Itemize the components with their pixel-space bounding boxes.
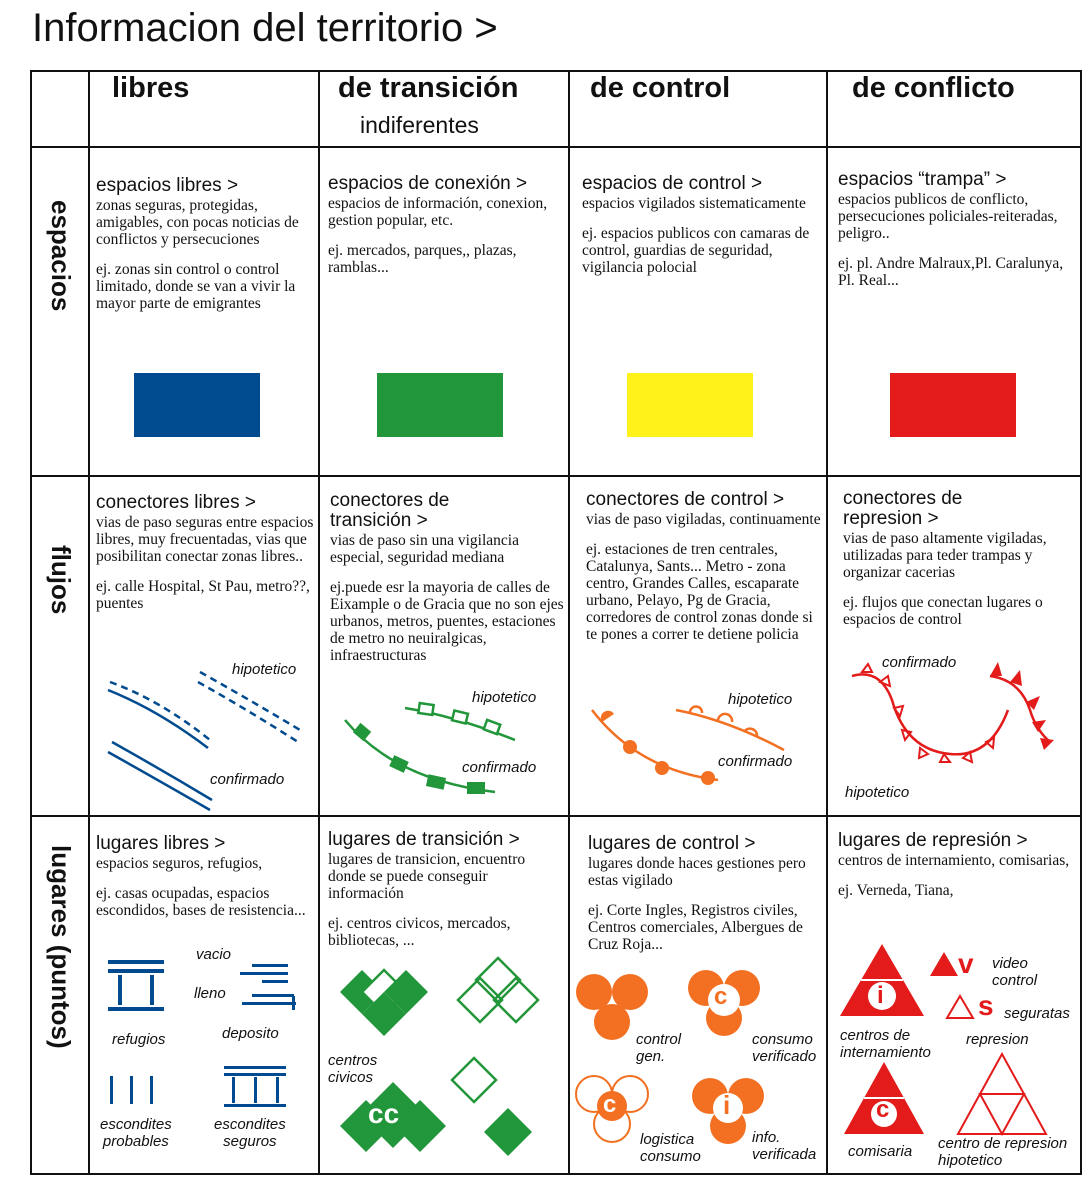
grid-line-col4 [826, 70, 828, 1175]
cell-example: ej. zonas sin control o control limitado, donde se van a vivir la mayor parte de emigrantes [96, 261, 296, 312]
grid-line-col1 [88, 70, 90, 1175]
swatch-transicion [377, 373, 503, 437]
label-confirmado-transicion: confirmado [462, 759, 537, 776]
cell-body: espacios vigilados sistematicamente [582, 195, 806, 212]
centro-internamiento-symbol [838, 942, 938, 1022]
cell-example: ej. estaciones de tren centrales, Catalunya, Sants... Metro - zona centro, Grandes Calles, escaparate urbano, Pelayo, Pg de Gracia, corredores de control zonas donde si te pones a correr te detiene policia [586, 541, 813, 643]
label-video-control: video control [992, 955, 1038, 989]
cell-example: ej. calle Hospital, St Pau, metro??, puentes [96, 578, 310, 612]
transicion-small-filled-symbol [484, 1106, 544, 1166]
cell-body: zonas seguras, protegidas, amigables, con pocas noticias de conflictos y persecuciones [96, 197, 299, 248]
escondite-probable-symbol [110, 1074, 170, 1114]
centro-represion-hipotetico-symbol [956, 1052, 1056, 1142]
cell-body: lugares donde haces gestiones pero estas vigilado [588, 855, 806, 889]
col-header-transicion: de transición [338, 72, 519, 104]
label-comisaria: comisaria [848, 1143, 913, 1160]
cell-flujos-libres [96, 493, 314, 612]
label-lleno: lleno [194, 985, 226, 1002]
seguratas-letter: s [978, 990, 994, 1021]
label-represion: represion [966, 1031, 1029, 1048]
label-hipotetico-control: hipotetico [728, 691, 793, 708]
grid-line-col3 [568, 70, 570, 1175]
col-header-libres: libres [112, 72, 190, 104]
cell-title: conectores de represion > [843, 488, 963, 529]
cell-title: lugares de control > [588, 833, 756, 854]
consumo-verificado-letter: c [714, 983, 728, 1010]
cell-flujos-conflicto [843, 489, 1079, 628]
label-control-gen: control gen. [636, 1031, 682, 1065]
label-centro-represion-hipotetico: centro de represion hipotetico [938, 1135, 1068, 1169]
page-title: Informacion del territorio > [32, 6, 498, 50]
cell-example: ej. mercados, parques,, plazas, ramblas... [328, 242, 517, 276]
cell-title: espacios libres > [96, 175, 239, 196]
cell-example: ej. espacios publicos con camaras de control, guardias de seguridad, vigilancia polocial [582, 225, 810, 276]
cell-lugares-conflicto [838, 831, 1078, 899]
label-escondites-probables: escondites probables [100, 1116, 172, 1150]
transicion-open-symbol [450, 968, 560, 1048]
label-escondites-seguros: escondites seguros [214, 1116, 286, 1150]
info-verificada-letter: i [723, 1090, 731, 1120]
grid-line-bottom [30, 1173, 1082, 1175]
cell-lugares-transicion [328, 830, 562, 949]
col-header-conflicto: de conflicto [852, 72, 1015, 104]
cell-example: ej. casas ocupadas, espacios escondidos, bases de resistencia... [96, 885, 306, 919]
cell-flujos-control [586, 490, 822, 643]
grid-line-left [30, 70, 32, 1175]
row-label-lugares: lugares (puntos) [46, 845, 76, 1049]
centro-internamiento-letter: i [877, 982, 884, 1009]
label-hipotetico-libres: hipotetico [232, 661, 297, 678]
comisaria-symbol [842, 1060, 942, 1140]
label-confirmado-conflicto: confirmado [882, 654, 957, 671]
label-centros-internamiento: centros de internamiento [840, 1027, 931, 1061]
label-vacio: vacio [196, 946, 232, 963]
cell-body: lugares de transicion, encuentro donde se puede conseguir información [328, 851, 526, 902]
transicion-small-open-symbol [450, 1056, 510, 1106]
logistica-letter: c [603, 1091, 617, 1118]
cell-body: espacios publicos de conflicto, persecuciones policiales-reiteradas, peligro.. [838, 191, 1058, 242]
swatch-control [627, 373, 753, 437]
cell-lugares-control [588, 834, 822, 953]
cell-example: ej.puede esr la mayoria de calles de Eixample o de Gracia que no son ejes urbanos, metros, puentes, estaciones de metro no neuiralgicas, infraestructuras [330, 579, 564, 664]
cell-title: lugares libres > [96, 833, 226, 854]
swatch-conflicto [890, 373, 1016, 437]
cell-espacios-transicion [328, 174, 564, 276]
col-subheader-indiferentes: indiferentes [360, 112, 479, 138]
label-deposito: deposito [222, 1025, 279, 1042]
row-label-espacios: espacios [46, 200, 76, 312]
cell-title: espacios de control > [582, 173, 763, 194]
col-header-control: de control [590, 72, 731, 104]
cell-example: ej. Corte Ingles, Registros civiles, Centros comerciales, Albergues de Cruz Roja... [588, 902, 803, 953]
cell-example: ej. centros civicos, mercados, bibliotecas, ... [328, 915, 511, 949]
cell-espacios-control [582, 174, 822, 276]
cell-title: espacios de conexión > [328, 173, 528, 194]
grid-line-row1 [30, 475, 1082, 477]
label-refugios: refugios [112, 1031, 166, 1048]
label-hipotetico-conflicto: hipotetico [845, 784, 910, 801]
label-hipotetico-transicion: hipotetico [472, 689, 537, 706]
cell-body: vias de paso altamente vigiladas, utilizadas para teder trampas y organizar cacerias [843, 530, 1047, 581]
refugio-symbol [108, 960, 178, 1020]
grid-line-col2 [318, 70, 320, 1175]
cell-body: espacios de información, conexion, gestion popular, etc. [328, 195, 548, 229]
label-confirmado-libres: confirmado [210, 771, 285, 788]
label-centros-civicos: centros civicos [328, 1052, 378, 1086]
video-control-letter: v [958, 948, 974, 979]
label-confirmado-control: confirmado [718, 753, 793, 770]
row-label-flujos: flujos [46, 545, 76, 615]
cell-body: espacios seguros, refugios, [96, 855, 263, 872]
flow-libres-graphic [100, 660, 320, 820]
escondite-seguro-symbol [224, 1066, 294, 1110]
label-seguratas: seguratas [1004, 1005, 1070, 1022]
cell-title: conectores libres > [96, 492, 256, 513]
label-info-verificada: info. verificada [752, 1129, 817, 1163]
cell-espacios-libres [96, 176, 314, 312]
comisaria-letter: c [876, 1096, 890, 1123]
cell-title: espacios “trampa” > [838, 169, 1007, 190]
grid-line-header [30, 146, 1082, 148]
flow-conflicto-graphic [840, 650, 1080, 780]
cell-lugares-libres [96, 834, 314, 919]
cc-label: cc [368, 1098, 400, 1129]
cell-title: lugares de represión > [838, 830, 1028, 851]
cell-title: conectores de control > [586, 489, 785, 510]
swatch-libres [134, 373, 260, 437]
cell-flujos-transicion [330, 491, 564, 664]
grid-line-right [1080, 70, 1082, 1175]
cell-body: vias de paso seguras entre espacios libres, muy frecuentadas, vias que posibilitan conectar zonas libres.. [96, 514, 314, 565]
cell-example: ej. pl. Andre Malraux,Pl. Caralunya, Pl. Real... [838, 255, 1064, 289]
cell-body: vias de paso vigiladas, continuamente [586, 511, 821, 528]
cell-body: centros de internamiento, comisarias, [838, 852, 1070, 869]
centro-civico-symbol [332, 960, 452, 1050]
cell-title: lugares de transición > [328, 829, 520, 850]
cell-title: conectores de transición > [330, 490, 450, 531]
cell-espacios-conflicto [838, 170, 1078, 289]
label-logistica-consumo: logistica consumo [640, 1131, 701, 1165]
cell-example: ej. Verneda, Tiana, [838, 882, 954, 899]
flow-control-graphic [588, 700, 818, 800]
cell-example: ej. flujos que conectan lugares o espacios de control [843, 594, 1043, 628]
cell-body: vias de paso sin una vigilancia especial, seguridad mediana [330, 532, 519, 566]
label-consumo-verificado: consumo verificado [752, 1031, 817, 1065]
deposito-symbol [238, 962, 318, 1022]
